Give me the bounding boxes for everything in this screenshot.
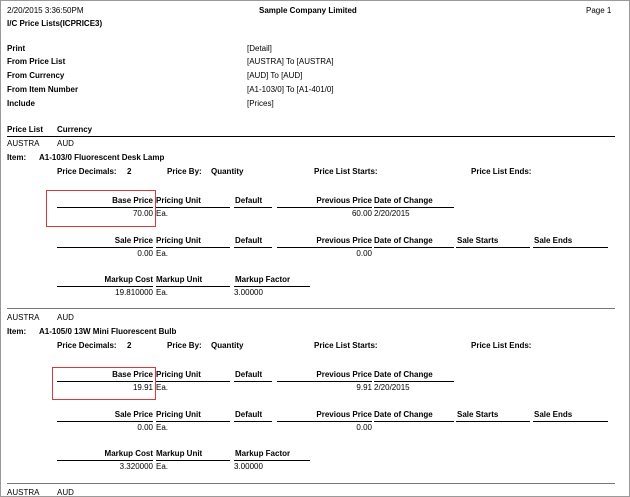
rule — [234, 286, 310, 287]
base-price-header: Base Price — [112, 370, 153, 379]
default-header: Default — [235, 410, 263, 419]
price-list-starts-label: Price List Starts: — [314, 167, 378, 176]
markup-factor-header: Markup Factor — [235, 449, 291, 458]
price-by-value: Quantity — [211, 167, 244, 176]
rule — [277, 207, 372, 208]
section-currency: AUD — [57, 488, 74, 497]
date-of-change-header: Date of Change — [374, 370, 433, 379]
sale-price-header: Sale Price — [114, 236, 153, 245]
date-of-change-header: Date of Change — [374, 410, 433, 419]
sale-previous-value: 0.00 — [356, 423, 372, 432]
rule — [456, 247, 530, 248]
markup-cost-value: 3.320000 — [119, 462, 153, 471]
rule — [277, 421, 372, 422]
previous-price-header: Previous Price — [316, 410, 372, 419]
rule — [156, 381, 230, 382]
criteria-value-price-list: [AUSTRA] To [AUSTRA] — [247, 57, 334, 66]
rule — [533, 421, 608, 422]
default-header: Default — [235, 196, 263, 205]
price-decimals-value: 2 — [127, 167, 132, 176]
base-price-value: 70.00 — [132, 209, 153, 218]
date-of-change-value: 2/20/2015 — [374, 209, 410, 218]
sale-starts-header: Sale Starts — [457, 410, 499, 419]
markup-factor-header: Markup Factor — [235, 275, 291, 284]
markup-factor-value: 3.00000 — [234, 288, 263, 297]
section-currency: AUD — [57, 139, 74, 148]
section-currency: AUD — [57, 313, 74, 322]
section-divider — [7, 483, 615, 484]
column-header-price-list: Price List — [7, 125, 44, 134]
markup-unit-header: Markup Unit — [156, 275, 203, 284]
rule — [456, 421, 530, 422]
price-by-label: Price By: — [167, 167, 202, 176]
price-list-starts-label: Price List Starts: — [314, 341, 378, 350]
report-datetime: 2/20/2015 3:36:50PM — [7, 6, 84, 15]
base-price-header: Base Price — [112, 196, 153, 205]
markup-factor-value: 3.00000 — [234, 462, 263, 471]
sale-price-value: 0.00 — [137, 423, 153, 432]
date-of-change-value: 2/20/2015 — [374, 383, 410, 392]
rule — [156, 247, 230, 248]
rule — [374, 247, 454, 248]
pricing-unit-value: Ea. — [156, 209, 169, 218]
rule — [277, 247, 372, 248]
rule — [57, 247, 153, 248]
page-number: Page 1 — [586, 6, 612, 15]
price-by-label: Price By: — [167, 341, 202, 350]
price-decimals-label: Price Decimals: — [57, 341, 117, 350]
sale-starts-header: Sale Starts — [457, 236, 499, 245]
rule — [57, 421, 153, 422]
section-price-list: AUSTRA — [7, 488, 40, 497]
date-of-change-header: Date of Change — [374, 196, 433, 205]
highlight-box — [46, 190, 156, 227]
rule — [234, 421, 272, 422]
price-decimals-label: Price Decimals: — [57, 167, 117, 176]
date-of-change-header: Date of Change — [374, 236, 433, 245]
rule — [234, 381, 272, 382]
markup-cost-value: 19.810000 — [115, 288, 153, 297]
markup-unit-header: Markup Unit — [156, 449, 203, 458]
criteria-label-include: Include — [7, 99, 36, 108]
pricing-unit-header: Pricing Unit — [156, 410, 201, 419]
markup-cost-header: Markup Cost — [104, 449, 153, 458]
pricing-unit-value: Ea. — [156, 383, 169, 392]
sale-ends-header: Sale Ends — [534, 236, 573, 245]
item-description: A1-103/0 Fluorescent Desk Lamp — [39, 153, 165, 162]
criteria-label-price-list: From Price List — [7, 57, 66, 66]
pricing-unit-header: Pricing Unit — [156, 370, 201, 379]
base-price-value: 19.91 — [132, 383, 153, 392]
previous-price-value: 9.91 — [356, 383, 372, 392]
rule — [156, 286, 230, 287]
sale-price-header: Sale Price — [114, 410, 153, 419]
rule — [374, 207, 454, 208]
rule — [57, 460, 153, 461]
column-header-currency: Currency — [57, 125, 93, 134]
rule — [57, 286, 153, 287]
rule — [156, 460, 230, 461]
previous-price-header: Previous Price — [316, 370, 372, 379]
criteria-label-item-number: From Item Number — [7, 85, 79, 94]
markup-cost-header: Markup Cost — [104, 275, 153, 284]
sale-price-value: 0.00 — [137, 249, 153, 258]
sale-unit-value: Ea. — [156, 423, 169, 432]
previous-price-value: 60.00 — [351, 209, 372, 218]
section-price-list: AUSTRA — [7, 139, 40, 148]
pricing-unit-header: Pricing Unit — [156, 196, 201, 205]
previous-price-header: Previous Price — [316, 236, 372, 245]
item-label: Item: — [7, 153, 27, 162]
rule — [234, 247, 272, 248]
criteria-value-print: [Detail] — [247, 44, 272, 53]
sale-unit-value: Ea. — [156, 249, 169, 258]
criteria-label-print: Print — [7, 44, 26, 53]
item-label: Item: — [7, 327, 27, 336]
markup-unit-value: Ea. — [156, 288, 169, 297]
rule — [156, 421, 230, 422]
criteria-value-item-number: [A1-103/0] To [A1-401/0] — [247, 85, 334, 94]
rule — [374, 421, 454, 422]
report-title: I/C Price Lists(ICPRICE3) — [7, 19, 103, 28]
default-header: Default — [235, 370, 263, 379]
highlight-box — [52, 367, 156, 400]
criteria-value-include: [Prices] — [247, 99, 274, 108]
criteria-value-currency: [AUD] To [AUD] — [247, 71, 303, 80]
criteria-label-currency: From Currency — [7, 71, 65, 80]
item-description: A1-105/0 13W Mini Fluorescent Bulb — [39, 327, 177, 336]
section-price-list: AUSTRA — [7, 313, 40, 322]
company-name: Sample Company Limited — [259, 6, 357, 15]
default-header: Default — [235, 236, 263, 245]
price-list-ends-label: Price List Ends: — [471, 341, 532, 350]
section-divider — [7, 308, 615, 309]
rule — [374, 381, 454, 382]
rule — [234, 460, 310, 461]
price-list-ends-label: Price List Ends: — [471, 167, 532, 176]
rule — [234, 207, 272, 208]
price-by-value: Quantity — [211, 341, 244, 350]
header-rule — [7, 136, 615, 137]
rule — [533, 247, 608, 248]
previous-price-header: Previous Price — [316, 196, 372, 205]
sale-previous-value: 0.00 — [356, 249, 372, 258]
rule — [277, 381, 372, 382]
price-decimals-value: 2 — [127, 341, 132, 350]
markup-unit-value: Ea. — [156, 462, 169, 471]
rule — [156, 207, 230, 208]
sale-ends-header: Sale Ends — [534, 410, 573, 419]
pricing-unit-header: Pricing Unit — [156, 236, 201, 245]
